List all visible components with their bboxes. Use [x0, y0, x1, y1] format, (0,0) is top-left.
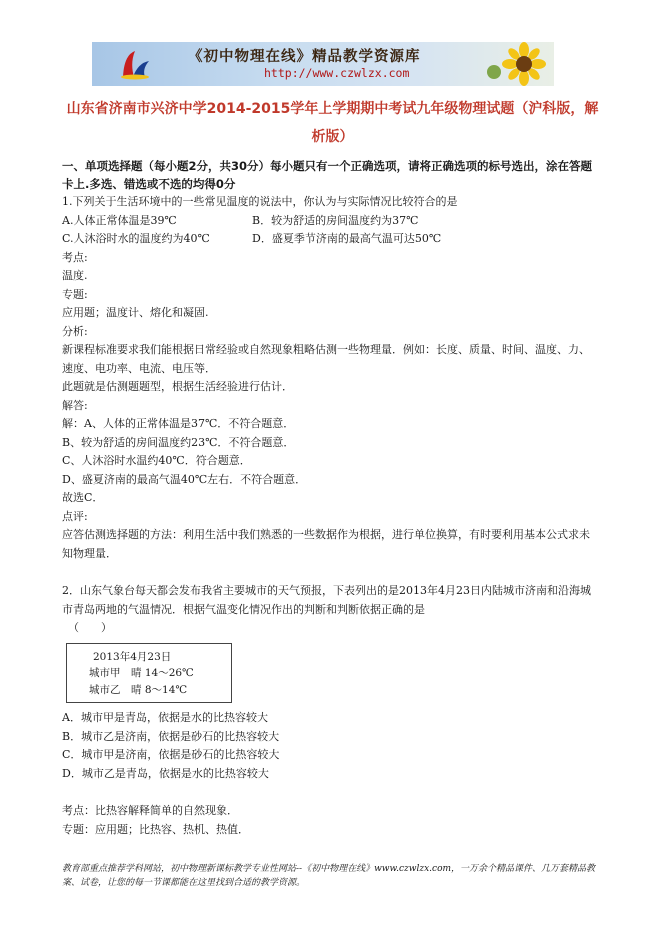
- q2-kaodian: 考点：比热容解释简单的自然现象．: [62, 804, 238, 817]
- q1-option-a: A.人体正常体温是39℃: [62, 213, 177, 227]
- q1-option-c: C.人沐浴时水的温度约为40℃: [62, 232, 210, 245]
- q2-answer-blank: （ ）: [68, 621, 112, 634]
- site-logo-icon: [118, 47, 152, 81]
- q2-option-b: B．城市乙是济南，依据是砂石的比热容较大: [62, 729, 280, 743]
- q1-label-fenxi: 分析:: [62, 324, 88, 338]
- q2-option-c: C．城市甲是济南，依据是砂石的比热容较大: [62, 748, 280, 761]
- section-instructions: 一、单项选择题（每小题2分，共30分）每小题只有一个正确选项，请将正确选项的标号选出，涂在答题卡上.多选、错选或不选的均得0分: [62, 159, 592, 191]
- q1-answer: 故选C．: [62, 491, 104, 504]
- page-footer: 教育部重点推荐学科网站，初中物理新课标教学专业性网站--《初中物理在线》www.czwlzx.com，一万余个精品课件、几万套精品教案、试卷，让您的每一节课都能在这里找到合适的教学资源。: [62, 864, 596, 888]
- q2-option-d: D．城市乙是青岛，依据是水的比热容较大: [62, 766, 269, 780]
- q1-option-d: D．盛夏季节济南的最高气温可达50℃: [252, 232, 442, 245]
- q1-jieda-d: D、盛夏济南的最高气温40℃左右．不符合题意．: [62, 472, 307, 486]
- q1-jieda-b: B、较为舒适的房间温度约23℃．不符合题意．: [62, 435, 295, 449]
- q1-fenxi-2: 此题就是估测题题型，根据生活经验进行估计．: [62, 380, 293, 393]
- site-banner: [92, 42, 554, 86]
- weather-row-city-a: 城市甲 晴 14～26℃: [89, 667, 194, 679]
- banner-url[interactable]: http://www.czwlzx.com: [264, 66, 410, 80]
- q1-label-jieda: 解答:: [62, 398, 88, 412]
- exam-content: [62, 157, 600, 839]
- q2-stem: 2．山东气象台每天都会发布我省主要城市的天气预报，下表列出的是2013年4月23日内陆城市济南和沿海城市青岛两地的气温情况．根据气温变化情况作出的判断和判断依据正确的是: [62, 584, 591, 616]
- weather-date: 2013年4月23日: [93, 650, 172, 663]
- sunflower-icon: [486, 42, 550, 86]
- q1-jieda-a: 解：A、人体的正常体温是37℃．不符合题意．: [62, 417, 295, 430]
- q1-label-dianping: 点评:: [62, 509, 88, 523]
- q1-stem: 1.下列关于生活环境中的一些常见温度的说法中，你认为与实际情况比较符合的是: [62, 195, 458, 208]
- q1-kaodian: 温度.: [62, 269, 88, 282]
- q1-fenxi-1: 新课程标准要求我们能根据日常经验或自然现象粗略估测一些物理量．例如：长度、质量、时间、温度、力、速度、电功率、电流、电压等．: [62, 343, 590, 375]
- q1-options: [62, 212, 600, 249]
- weather-table: [66, 643, 232, 704]
- banner-title: 《初中物理在线》精品教学资源库: [188, 48, 421, 65]
- q1-dianping: 应答估测选择题的方法：利用生活中我们熟悉的一些数据作为根据，进行单位换算，有时要利用基本公式求未知物理量．: [62, 528, 590, 560]
- q1-label-zhuanti: 专题:: [62, 287, 88, 301]
- q2-option-a: A．城市甲是青岛，依据是水的比热容较大: [62, 711, 268, 724]
- weather-row-city-b: 城市乙 晴 8～14℃: [89, 683, 188, 696]
- q1-label-kaodian: 考点:: [62, 250, 88, 264]
- q1-option-b: B．较为舒适的房间温度约为37℃: [252, 213, 419, 227]
- page-title: 山东省济南市兴济中学2014-2015学年上学期期中考试九年级物理试题（沪科版，解析版）: [66, 101, 599, 145]
- q1-zhuanti: 应用题；温度计、熔化和凝固.: [62, 306, 209, 319]
- q2-zhuanti: 专题：应用题；比热容、热机、热值．: [62, 822, 249, 836]
- q1-jieda-c: C、人沐浴时水温约40℃．符合题意．: [62, 454, 251, 467]
